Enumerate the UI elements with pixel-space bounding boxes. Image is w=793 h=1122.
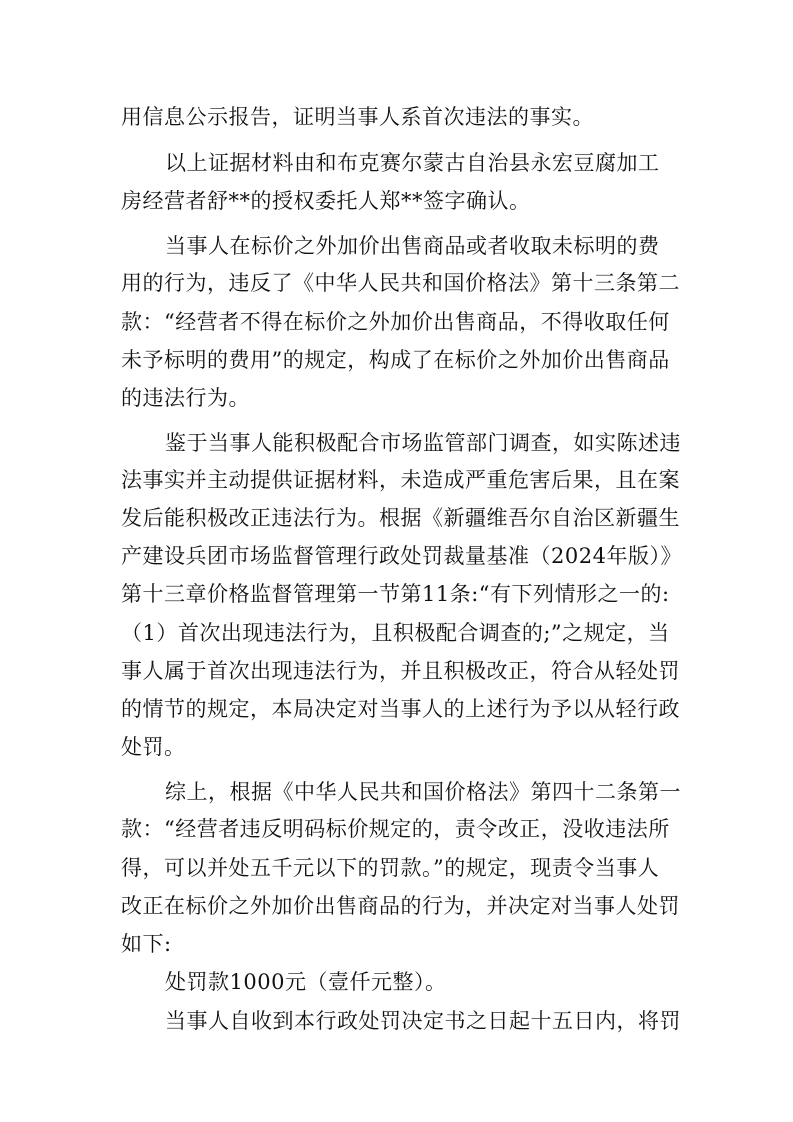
text-line: 用的行为，违反了《中华人民共和国价格法》第十三条第二: [121, 271, 680, 295]
text-line: 综上，根据《中华人民共和国价格法》第四十二条第一: [165, 780, 681, 804]
text-line: 款：“经营者违反明码标价规定的，责令改正，没收违法所: [121, 817, 670, 841]
text-line: 得，可以并处五千元以下的罚款。”的规定，现责令当事人: [121, 856, 660, 880]
text-line: 未予标明的费用”的规定，构成了在标价之外加价出售商品: [121, 348, 670, 372]
text-line: 事人属于首次出现违法行为，并且积极改正，符合从轻处罚: [121, 659, 680, 683]
text-line: 如下:: [121, 932, 172, 956]
text-line: 款：“经营者不得在标价之外加价出售商品，不得收取任何: [121, 310, 670, 334]
text-line: 法事实并主动提供证据材料，未造成严重危害后果，且在案: [121, 468, 680, 492]
text-line: 处罚。: [121, 735, 186, 759]
text-line: 第十三章价格监督管理第一节第11条:“有下列情形之一的:: [121, 582, 670, 606]
text-line: 用信息公示报告，证明当事人系首次违法的事实。: [121, 105, 594, 129]
text-line: 当事人自收到本行政处罚决定书之日起十五日内，将罚: [165, 1009, 681, 1033]
text-line: 产建设兵团市场监督管理行政处罚裁量基准（2024年版）》: [121, 544, 682, 568]
text-line: 鉴于当事人能积极配合市场监管部门调查，如实陈述违: [165, 431, 681, 455]
text-line: 的违法行为。: [121, 386, 250, 410]
text-line: 当事人在标价之外加价出售商品或者收取未标明的费: [165, 234, 660, 258]
text-line: 处罚款1000元（壹仟元整）。: [165, 970, 447, 994]
text-line: 房经营者舒**的授权委托人郑**签字确认。: [121, 189, 531, 213]
text-line: （1）首次出现违法行为，且积极配合调查的;”之规定，当: [121, 621, 670, 645]
text-line: 以上证据材料由和布克赛尔蒙古自治县永宏豆腐加工: [165, 151, 660, 175]
text-line: 改正在标价之外加价出售商品的行为，并决定对当事人处罚: [121, 894, 680, 918]
text-line: 的情节的规定，本局决定对当事人的上述行为予以从轻行政: [121, 697, 680, 721]
text-line: 发后能积极改正违法行为。根据《新疆维吾尔自治区新疆生: [121, 506, 680, 530]
